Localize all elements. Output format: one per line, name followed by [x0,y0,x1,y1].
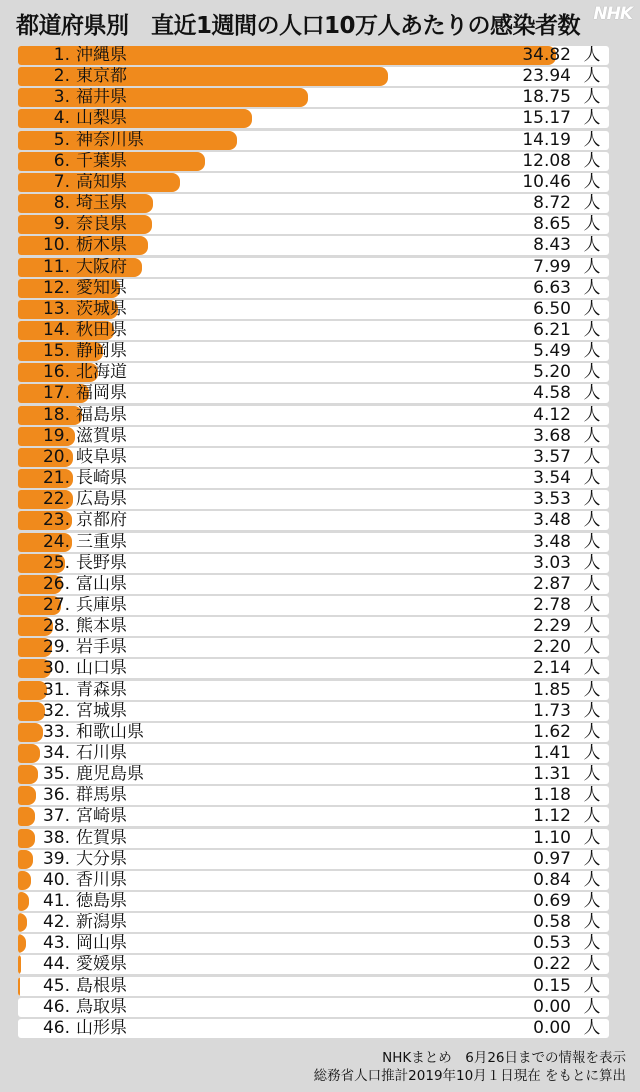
value-label: 0.53 [533,934,571,954]
value-label: 6.21 [533,320,571,340]
unit-label: 人 [583,384,601,404]
value-label: 0.97 [533,849,571,869]
value-label: 0.00 [533,1018,571,1038]
unit-label: 人 [583,172,601,192]
prefecture-label: 群馬県 [76,786,127,806]
value-label: 5.49 [533,342,571,362]
rank-label: 42. [42,913,70,933]
chart-row [18,554,609,573]
unit-label: 人 [583,574,601,594]
unit-label: 人 [583,130,601,150]
rank-label: 25. [42,553,70,573]
unit-label: 人 [583,532,601,552]
prefecture-label: 大分県 [76,849,127,869]
rank-label: 3. [53,88,70,108]
unit-label: 人 [583,151,601,171]
value-label: 1.18 [533,786,571,806]
unit-label: 人 [583,278,601,298]
unit-label: 人 [583,88,601,108]
prefecture-label: 兵庫県 [76,595,127,615]
chart-bar [18,67,388,86]
prefecture-label: 宮城県 [76,701,127,721]
rank-label: 1. [53,46,70,65]
value-label: 2.14 [533,659,571,679]
prefecture-label: 富山県 [76,574,127,594]
unit-label: 人 [583,638,601,658]
chart-row [18,638,609,657]
chart-row [18,109,609,128]
rank-label: 13. [42,299,70,319]
unit-label: 人 [583,299,601,319]
rank-label: 21. [42,469,70,488]
prefecture-label: 愛知県 [76,278,127,298]
nhk-logo: NHK [593,4,632,24]
unit-label: 人 [583,659,601,679]
unit-label: 人 [583,363,601,383]
prefecture-label: 千葉県 [76,151,127,171]
chart-row [18,533,609,552]
prefecture-label: 長崎県 [76,469,127,488]
prefecture-label: 岡山県 [76,934,127,954]
value-label: 2.78 [533,595,571,615]
value-label: 2.20 [533,638,571,658]
value-label: 2.29 [533,617,571,636]
value-label: 7.99 [533,257,571,277]
rank-label: 9. [53,215,70,235]
unit-label: 人 [583,426,601,446]
rank-label: 34. [42,743,70,763]
chart-row [18,829,609,848]
value-label: 8.65 [533,215,571,235]
prefecture-label: 北海道 [76,363,127,383]
unit-label: 人 [583,617,601,636]
rank-label: 18. [42,405,70,425]
value-label: 0.69 [533,892,571,911]
rank-label: 41. [42,892,70,911]
chart-row [18,934,609,953]
chart-row [18,659,609,678]
rank-label: 22. [42,490,70,510]
chart-row [18,807,609,826]
value-label: 1.85 [533,680,571,700]
chart-row [18,892,609,911]
rank-label: 38. [42,828,70,848]
rank-label: 17. [42,384,70,404]
unit-label: 人 [583,828,601,848]
rank-label: 19. [42,426,70,446]
unit-label: 人 [583,490,601,510]
rank-label: 11. [42,257,70,277]
unit-label: 人 [583,236,601,256]
chart-row [18,300,609,319]
rank-label: 35. [42,765,70,785]
value-label: 2.87 [533,574,571,594]
value-label: 0.00 [533,997,571,1017]
chart-row [18,702,609,721]
unit-label: 人 [583,595,601,615]
prefecture-label: 静岡県 [76,342,127,362]
value-label: 6.50 [533,299,571,319]
chart-row [18,955,609,974]
unit-label: 人 [583,109,601,129]
prefecture-label: 福岡県 [76,384,127,404]
rank-label: 15. [42,342,70,362]
value-label: 1.41 [533,743,571,763]
rank-label: 23. [42,511,70,531]
value-label: 0.22 [533,955,571,975]
prefecture-label: 島根県 [76,976,127,996]
chart-row [18,258,609,277]
value-label: 0.15 [533,976,571,996]
value-label: 1.10 [533,828,571,848]
value-label: 14.19 [522,130,571,150]
prefecture-label: 青森県 [76,680,127,700]
prefecture-label: 茨城県 [76,299,127,319]
prefecture-label: 大阪府 [76,257,127,277]
chart-row [18,173,609,192]
prefecture-label: 神奈川県 [76,130,144,150]
chart-row [18,681,609,700]
prefecture-label: 愛媛県 [76,955,127,975]
chart-row [18,279,609,298]
rank-label: 29. [42,638,70,658]
value-label: 3.54 [533,469,571,488]
prefecture-label: 鳥取県 [76,997,127,1017]
prefecture-label: 奈良県 [76,215,127,235]
prefecture-label: 広島県 [76,490,127,510]
prefecture-label: 秋田県 [76,320,127,340]
rank-label: 45. [42,976,70,996]
rank-label: 12. [42,278,70,298]
value-label: 3.68 [533,426,571,446]
chart-row [18,490,609,509]
prefecture-label: 栃木県 [76,236,127,256]
chart-row [18,871,609,890]
rank-label: 7. [53,172,70,192]
unit-label: 人 [583,701,601,721]
value-label: 1.31 [533,765,571,785]
chart-row [18,575,609,594]
prefecture-label: 三重県 [76,532,127,552]
rank-label: 37. [42,807,70,827]
unit-label: 人 [583,892,601,911]
chart-row [18,131,609,150]
prefecture-label: 和歌山県 [76,722,144,742]
rank-label: 43. [42,934,70,954]
rank-label: 8. [53,194,70,213]
prefecture-label: 東京都 [76,67,127,87]
chart-row [18,744,609,763]
unit-label: 人 [583,257,601,277]
prefecture-label: 山梨県 [76,109,127,129]
unit-label: 人 [583,194,601,213]
prefecture-label: 京都府 [76,511,127,531]
chart-row [18,427,609,446]
unit-label: 人 [583,680,601,700]
unit-label: 人 [583,215,601,235]
unit-label: 人 [583,976,601,996]
value-label: 0.84 [533,870,571,890]
chart-row [18,998,609,1017]
unit-label: 人 [583,786,601,806]
chart-row [18,850,609,869]
prefecture-label: 鹿児島県 [76,765,144,785]
rank-label: 28. [42,617,70,636]
unit-label: 人 [583,46,601,65]
prefecture-label: 長野県 [76,553,127,573]
value-label: 3.03 [533,553,571,573]
rank-label: 31. [42,680,70,700]
unit-label: 人 [583,743,601,763]
unit-label: 人 [583,342,601,362]
chart-row [18,511,609,530]
rank-label: 36. [42,786,70,806]
value-label: 8.43 [533,236,571,256]
unit-label: 人 [583,934,601,954]
rank-label: 46. [42,997,70,1017]
chart-row [18,786,609,805]
rank-label: 33. [42,722,70,742]
rank-label: 30. [42,659,70,679]
value-label: 3.48 [533,511,571,531]
value-label: 23.94 [522,67,571,87]
value-label: 1.73 [533,701,571,721]
prefecture-label: 沖縄県 [76,46,127,65]
prefecture-label: 新潟県 [76,913,127,933]
value-label: 18.75 [522,88,571,108]
prefecture-label: 徳島県 [76,892,127,911]
unit-label: 人 [583,913,601,933]
rank-label: 6. [53,151,70,171]
value-label: 1.62 [533,722,571,742]
chart-row [18,342,609,361]
prefecture-label: 滋賀県 [76,426,127,446]
unit-label: 人 [583,469,601,488]
rank-label: 26. [42,574,70,594]
chart-title: 都道府県別 直近1週間の人口10万人あたりの感染者数 [16,13,581,39]
unit-label: 人 [583,67,601,87]
rank-label: 39. [42,849,70,869]
rank-label: 46. [42,1018,70,1038]
rank-label: 14. [42,320,70,340]
value-label: 6.63 [533,278,571,298]
value-label: 12.08 [522,151,571,171]
chart-row [18,321,609,340]
unit-label: 人 [583,1018,601,1038]
value-label: 34.82 [522,46,571,65]
unit-label: 人 [583,722,601,742]
unit-label: 人 [583,447,601,467]
value-label: 4.58 [533,384,571,404]
value-label: 10.46 [522,172,571,192]
value-label: 3.53 [533,490,571,510]
chart-row [18,913,609,932]
value-label: 4.12 [533,405,571,425]
unit-label: 人 [583,405,601,425]
rank-label: 44. [42,955,70,975]
chart-row [18,765,609,784]
value-label: 3.48 [533,532,571,552]
rank-label: 5. [53,130,70,150]
chart-row [18,67,609,86]
prefecture-label: 石川県 [76,743,127,763]
prefecture-label: 福井県 [76,88,127,108]
chart-row [18,194,609,213]
prefecture-label: 福島県 [76,405,127,425]
chart-row [18,977,609,996]
value-label: 1.12 [533,807,571,827]
value-label: 8.72 [533,194,571,213]
unit-label: 人 [583,765,601,785]
chart-row [18,723,609,742]
rank-label: 32. [42,701,70,721]
rank-label: 10. [42,236,70,256]
value-label: 5.20 [533,363,571,383]
prefecture-label: 岐阜県 [76,447,127,467]
value-label: 3.57 [533,447,571,467]
chart-row [18,88,609,107]
chart-row [18,215,609,234]
rank-label: 16. [42,363,70,383]
rank-label: 40. [42,870,70,890]
rank-label: 27. [42,595,70,615]
chart-row [18,448,609,467]
rank-label: 24. [42,532,70,552]
unit-label: 人 [583,955,601,975]
prefecture-label: 高知県 [76,172,127,192]
prefecture-label: 香川県 [76,870,127,890]
chart-row [18,469,609,488]
unit-label: 人 [583,997,601,1017]
chart-row [18,236,609,255]
chart-row [18,617,609,636]
source-note: NHKまとめ 6月26日までの情報を表示 [382,1050,626,1066]
prefecture-label: 岩手県 [76,638,127,658]
unit-label: 人 [583,870,601,890]
rank-label: 2. [53,67,70,87]
chart-row [18,406,609,425]
chart-row [18,46,609,65]
population-note: 総務省人口推計2019年10月１日現在 をもとに算出 [313,1068,626,1084]
rank-label: 4. [53,109,70,129]
chart-row [18,596,609,615]
prefecture-label: 宮崎県 [76,807,127,827]
unit-label: 人 [583,320,601,340]
chart-row [18,1019,609,1038]
value-label: 15.17 [522,109,571,129]
prefecture-label: 山口県 [76,659,127,679]
prefecture-label: 熊本県 [76,617,127,636]
chart-row [18,152,609,171]
prefecture-label: 佐賀県 [76,828,127,848]
value-label: 0.58 [533,913,571,933]
rank-label: 20. [42,447,70,467]
unit-label: 人 [583,553,601,573]
unit-label: 人 [583,511,601,531]
unit-label: 人 [583,849,601,869]
unit-label: 人 [583,807,601,827]
prefecture-label: 山形県 [76,1018,127,1038]
prefecture-label: 埼玉県 [76,194,127,213]
chart-row [18,363,609,382]
chart-row [18,384,609,403]
